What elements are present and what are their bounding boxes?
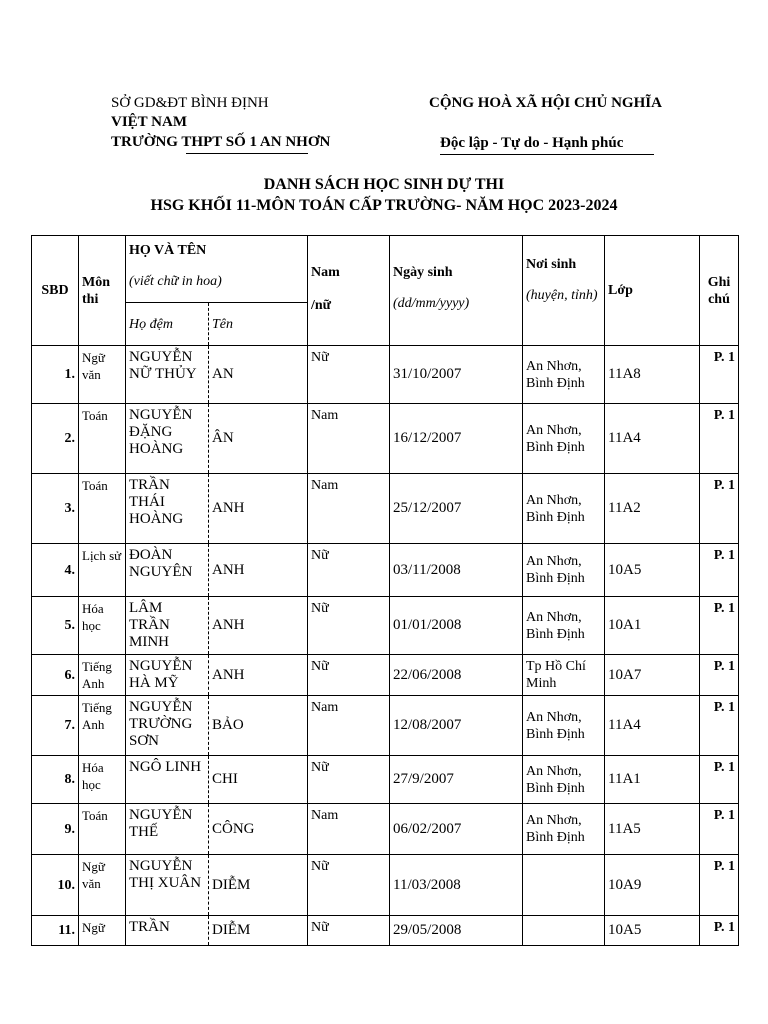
cell-gioi-tinh: Nam xyxy=(308,696,390,756)
cell-ngay-sinh: 03/11/2008 xyxy=(390,544,523,597)
header-gioi-tinh xyxy=(308,236,390,346)
cell-ngay-sinh: 11/03/2008 xyxy=(390,855,523,916)
cell-ho-dem: ĐOÀN NGUYÊN xyxy=(126,544,209,597)
table-row xyxy=(32,404,739,474)
cell-ghi-chu: P. 1 xyxy=(700,655,739,696)
cell-gioi-tinh: Nữ xyxy=(308,655,390,696)
header-ho-dem: Họ đệm xyxy=(126,303,209,346)
table-row xyxy=(32,544,739,597)
cell-ghi-chu: P. 1 xyxy=(700,696,739,756)
cell-gioi-tinh: Nữ xyxy=(308,855,390,916)
cell-lop: 11A1 xyxy=(605,756,700,804)
cell-noi-sinh: Tp Hồ Chí Minh xyxy=(523,655,605,696)
cell-ho-dem: NGUYỄN TRƯỜNG SƠN xyxy=(126,696,209,756)
cell-noi-sinh: An Nhơn, Bình Định xyxy=(523,346,605,404)
table-row xyxy=(32,804,739,855)
cell-ho-dem: NGUYỄN HÀ MỸ xyxy=(126,655,209,696)
cell-noi-sinh xyxy=(523,855,605,916)
cell-ten: CHI xyxy=(209,756,308,804)
cell-ghi-chu: P. 1 xyxy=(700,544,739,597)
cell-ngay-sinh: 25/12/2007 xyxy=(390,474,523,544)
table-row xyxy=(32,855,739,916)
cell-gioi-tinh: Nữ xyxy=(308,544,390,597)
page-subtitle: HSG KHỐI 11-MÔN TOÁN CẤP TRƯỜNG- NĂM HỌC 2023-2024 xyxy=(150,197,618,214)
cell-ngay-sinh: 12/08/2007 xyxy=(390,696,523,756)
cell-ngay-sinh: 31/10/2007 xyxy=(390,346,523,404)
cell-ten: ÂN xyxy=(209,404,308,474)
cell-gioi-tinh: Nữ xyxy=(308,916,390,946)
cell-lop: 11A4 xyxy=(605,404,700,474)
cell-noi-sinh xyxy=(523,916,605,946)
cell-noi-sinh: An Nhơn, Bình Định xyxy=(523,597,605,655)
department-name: SỞ GD&ĐT BÌNH ĐỊNH xyxy=(111,95,269,111)
cell-ngay-sinh: 29/05/2008 xyxy=(390,916,523,946)
cell-sbd: 7. xyxy=(32,696,79,756)
student-list-table xyxy=(31,235,739,946)
cell-mon-thi: Hóa học xyxy=(79,756,126,804)
cell-ghi-chu: P. 1 xyxy=(700,346,739,404)
header-sbd: SBD xyxy=(32,236,79,346)
cell-mon-thi: Toán xyxy=(79,404,126,474)
cell-noi-sinh: An Nhơn, Bình Định xyxy=(523,474,605,544)
cell-ten: BẢO xyxy=(209,696,308,756)
cell-gioi-tinh: Nam xyxy=(308,804,390,855)
cell-ho-dem: TRẦN xyxy=(126,916,209,946)
header-ghi-chu: Ghi chú xyxy=(700,236,739,346)
cell-lop: 10A7 xyxy=(605,655,700,696)
cell-ho-dem: NGUYỄN NỮ THỦY xyxy=(126,346,209,404)
table-row xyxy=(32,474,739,544)
cell-ho-dem: NGUYỄN THẾ xyxy=(126,804,209,855)
table-row xyxy=(32,696,739,756)
header-noi-sinh xyxy=(523,236,605,346)
cell-ngay-sinh: 27/9/2007 xyxy=(390,756,523,804)
cell-lop: 11A8 xyxy=(605,346,700,404)
page-title: DANH SÁCH HỌC SINH DỰ THI xyxy=(263,176,505,193)
cell-ho-dem: NGÔ LINH xyxy=(126,756,209,804)
cell-lop: 10A5 xyxy=(605,916,700,946)
cell-ho-dem: LÂM TRẦN MINH xyxy=(126,597,209,655)
cell-ten: ANH xyxy=(209,655,308,696)
header-ho-ten-note: (viết chữ in hoa) xyxy=(129,274,222,289)
motto: Độc lập - Tự do - Hạnh phúc xyxy=(440,135,624,151)
cell-ngay-sinh: 22/06/2008 xyxy=(390,655,523,696)
header-ho-ten xyxy=(126,236,308,303)
cell-mon-thi: Lịch sử xyxy=(79,544,126,597)
header-ngay-sinh-format: (dd/mm/yyyy) xyxy=(393,296,470,311)
header-noi-sinh-note: (huyện, tỉnh) xyxy=(526,288,598,303)
cell-mon-thi: Ngữ xyxy=(79,916,126,946)
cell-mon-thi: Tiếng Anh xyxy=(79,696,126,756)
school-underline xyxy=(186,153,308,154)
cell-ten: CÔNG xyxy=(209,804,308,855)
cell-ten: ANH xyxy=(209,474,308,544)
cell-lop: 10A5 xyxy=(605,544,700,597)
table-row xyxy=(32,346,739,404)
cell-ten: DIỄM xyxy=(209,855,308,916)
header-mon-thi: Môn thi xyxy=(79,236,126,346)
header-nu: /nữ xyxy=(311,298,332,313)
cell-sbd: 6. xyxy=(32,655,79,696)
cell-sbd: 3. xyxy=(32,474,79,544)
cell-sbd: 8. xyxy=(32,756,79,804)
cell-gioi-tinh: Nữ xyxy=(308,756,390,804)
cell-ten: DIỄM xyxy=(209,916,308,946)
header-ten: Tên xyxy=(209,303,308,346)
cell-ghi-chu: P. 1 xyxy=(700,855,739,916)
cell-lop: 11A2 xyxy=(605,474,700,544)
cell-ngay-sinh: 06/02/2007 xyxy=(390,804,523,855)
header-ngay-sinh xyxy=(390,236,523,346)
header-ho-ten-label: HỌ VÀ TÊN xyxy=(129,243,207,258)
cell-ghi-chu: P. 1 xyxy=(700,756,739,804)
cell-ho-dem: TRẦN THÁI HOÀNG xyxy=(126,474,209,544)
cell-sbd: 11. xyxy=(32,916,79,946)
cell-mon-thi: Hóa học xyxy=(79,597,126,655)
cell-ho-dem: NGUYỄN THỊ XUÂN xyxy=(126,855,209,916)
cell-noi-sinh: An Nhơn, Bình Định xyxy=(523,696,605,756)
cell-ten: AN xyxy=(209,346,308,404)
cell-noi-sinh: An Nhơn, Bình Định xyxy=(523,804,605,855)
table-header-row xyxy=(32,236,739,303)
cell-gioi-tinh: Nam xyxy=(308,474,390,544)
header-lop: Lớp xyxy=(605,236,700,346)
cell-sbd: 4. xyxy=(32,544,79,597)
motto-underline xyxy=(440,154,654,155)
header-nam: Nam xyxy=(311,265,340,280)
table-row xyxy=(32,916,739,946)
cell-lop: 11A4 xyxy=(605,696,700,756)
cell-gioi-tinh: Nữ xyxy=(308,597,390,655)
cell-ten: ANH xyxy=(209,597,308,655)
cell-ghi-chu: P. 1 xyxy=(700,404,739,474)
cell-gioi-tinh: Nữ xyxy=(308,346,390,404)
cell-ngay-sinh: 01/01/2008 xyxy=(390,597,523,655)
cell-noi-sinh: An Nhơn, Bình Định xyxy=(523,756,605,804)
header-ngay-sinh-label: Ngày sinh xyxy=(393,265,453,280)
cell-sbd: 1. xyxy=(32,346,79,404)
cell-lop: 11A5 xyxy=(605,804,700,855)
cell-ten: ANH xyxy=(209,544,308,597)
cell-sbd: 10. xyxy=(32,855,79,916)
country-name: VIỆT NAM xyxy=(111,114,187,130)
cell-sbd: 2. xyxy=(32,404,79,474)
cell-mon-thi: Ngữ văn xyxy=(79,346,126,404)
cell-ghi-chu: P. 1 xyxy=(700,804,739,855)
cell-sbd: 5. xyxy=(32,597,79,655)
republic-name: CỘNG HOÀ XÃ HỘI CHỦ NGHĨA xyxy=(429,95,662,111)
cell-gioi-tinh: Nam xyxy=(308,404,390,474)
header-noi-sinh-label: Nơi sinh xyxy=(526,257,577,272)
cell-sbd: 9. xyxy=(32,804,79,855)
cell-noi-sinh: An Nhơn, Bình Định xyxy=(523,544,605,597)
school-name: TRƯỜNG THPT SỐ 1 AN NHƠN xyxy=(111,134,331,150)
cell-mon-thi: Tiếng Anh xyxy=(79,655,126,696)
table-row xyxy=(32,756,739,804)
cell-mon-thi: Toán xyxy=(79,474,126,544)
table-row xyxy=(32,655,739,696)
cell-ghi-chu: P. 1 xyxy=(700,916,739,946)
cell-noi-sinh: An Nhơn, Bình Định xyxy=(523,404,605,474)
cell-ngay-sinh: 16/12/2007 xyxy=(390,404,523,474)
table-row xyxy=(32,597,739,655)
cell-ho-dem: NGUYỄN ĐẶNG HOÀNG xyxy=(126,404,209,474)
cell-lop: 10A1 xyxy=(605,597,700,655)
cell-mon-thi: Toán xyxy=(79,804,126,855)
cell-ghi-chu: P. 1 xyxy=(700,474,739,544)
cell-ghi-chu: P. 1 xyxy=(700,597,739,655)
cell-lop: 10A9 xyxy=(605,855,700,916)
cell-mon-thi: Ngữ văn xyxy=(79,855,126,916)
